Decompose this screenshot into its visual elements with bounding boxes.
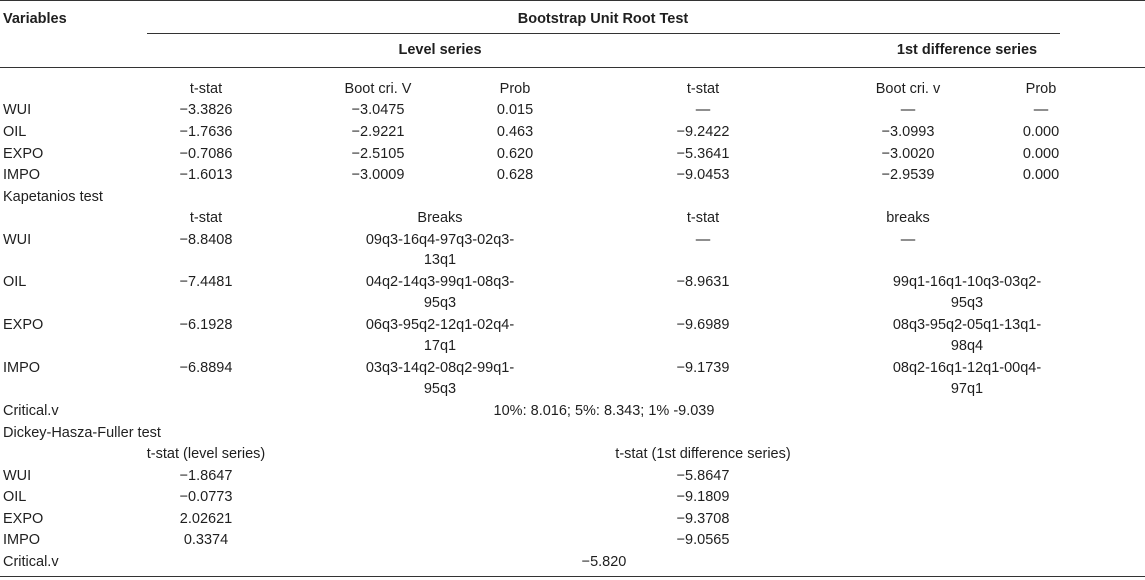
dhf-critical-value: −5.820 <box>581 554 627 570</box>
bootstrap-level-tstat: −1.6013 <box>179 167 233 183</box>
dhf-level-value: 0.3374 <box>183 532 229 548</box>
dhf-diff-value: −9.1809 <box>676 489 730 505</box>
kap-level-tstat: −6.8894 <box>179 360 233 376</box>
col-header-level-boot: Boot cri. V <box>344 81 412 97</box>
kap-diff-breaks-line2: 98q4 <box>950 338 984 354</box>
kap-level-breaks-line2: 95q3 <box>423 295 457 311</box>
kap-col-level-breaks: Breaks <box>417 210 463 226</box>
kap-diff-breaks-line1: — <box>900 232 916 248</box>
kap-diff-tstat: — <box>695 232 711 248</box>
first-diff-series-header: 1st difference series <box>896 42 1038 58</box>
col-header-level-tstat: t-stat <box>189 81 223 97</box>
dhf-critical-label: Critical.v <box>3 554 59 570</box>
col-header-diff-boot: Boot cri. v <box>875 81 941 97</box>
bootstrap-level-tstat: −3.3826 <box>179 102 233 118</box>
kap-level-tstat: −7.4481 <box>179 274 233 290</box>
dhf-col-diff: t-stat (1st difference series) <box>615 446 791 462</box>
kap-diff-breaks-line2: 95q3 <box>950 295 984 311</box>
kap-critical-value: 10%: 8.016; 5%: 8.343; 1% -9.039 <box>493 403 715 419</box>
group-title-rule <box>147 33 1060 34</box>
kap-col-diff-tstat: t-stat <box>686 210 720 226</box>
dhf-diff-value: −9.0565 <box>676 532 730 548</box>
kap-level-breaks-line2: 13q1 <box>423 252 457 268</box>
kap-diff-breaks-line2: 97q1 <box>950 381 984 397</box>
dhf-row-label: OIL <box>3 489 27 505</box>
kapetanios-title: Kapetanios test <box>3 189 103 205</box>
bootstrap-level-boot: −2.9221 <box>351 124 405 140</box>
kap-level-breaks-line1: 06q3-95q2-12q1-02q4- <box>365 317 515 333</box>
kap-level-tstat: −8.8408 <box>179 232 233 248</box>
col-header-level-prob: Prob <box>499 81 531 97</box>
bootstrap-level-prob: 0.628 <box>496 167 534 183</box>
kap-level-breaks-line2: 17q1 <box>423 338 457 354</box>
bootstrap-diff-tstat: — <box>695 102 711 118</box>
top-rule <box>0 0 1145 1</box>
dhf-row-label: WUI <box>3 468 32 484</box>
kap-diff-tstat: −9.6989 <box>676 317 730 333</box>
bootstrap-level-prob: 0.015 <box>496 102 534 118</box>
dhf-level-value: −0.0773 <box>179 489 233 505</box>
bootstrap-level-boot: −3.0475 <box>351 102 405 118</box>
group-title: Bootstrap Unit Root Test <box>517 11 689 27</box>
kap-diff-breaks-line1: 99q1-16q1-10q3-03q2- <box>892 274 1042 290</box>
bootstrap-level-tstat: −1.7636 <box>179 124 233 140</box>
header-bottom-rule <box>0 67 1145 68</box>
bootstrap-diff-prob: 0.000 <box>1022 167 1060 183</box>
bootstrap-row-label: EXPO <box>3 146 44 162</box>
dhf-row-label: EXPO <box>3 511 44 527</box>
bootstrap-diff-prob: 0.000 <box>1022 146 1060 162</box>
kap-level-breaks-line2: 95q3 <box>423 381 457 397</box>
kap-diff-breaks-line1: 08q2-16q1-12q1-00q4- <box>892 360 1042 376</box>
kap-diff-tstat: −9.1739 <box>676 360 730 376</box>
col-header-diff-tstat: t-stat <box>686 81 720 97</box>
bootstrap-level-boot: −3.0009 <box>351 167 405 183</box>
bootstrap-level-prob: 0.620 <box>496 146 534 162</box>
bootstrap-diff-boot: — <box>900 102 916 118</box>
kap-level-tstat: −6.1928 <box>179 317 233 333</box>
kap-row-label: IMPO <box>3 360 41 376</box>
kap-level-breaks-line1: 03q3-14q2-08q2-99q1- <box>365 360 515 376</box>
bootstrap-diff-tstat: −5.3641 <box>676 146 730 162</box>
bootstrap-diff-tstat: −9.0453 <box>676 167 730 183</box>
bootstrap-diff-tstat: −9.2422 <box>676 124 730 140</box>
dhf-diff-value: −5.8647 <box>676 468 730 484</box>
dhf-diff-value: −9.3708 <box>676 511 730 527</box>
dhf-level-value: −1.8647 <box>179 468 233 484</box>
bootstrap-level-prob: 0.463 <box>496 124 534 140</box>
bottom-rule <box>0 576 1145 577</box>
bootstrap-diff-boot: −2.9539 <box>881 167 935 183</box>
col-header-diff-prob: Prob <box>1025 81 1057 97</box>
kap-row-label: OIL <box>3 274 27 290</box>
bootstrap-row-label: OIL <box>3 124 27 140</box>
bootstrap-level-tstat: −0.7086 <box>179 146 233 162</box>
dhf-col-level: t-stat (level series) <box>146 446 266 462</box>
variables-header: Variables <box>3 11 67 27</box>
kap-col-diff-breaks: breaks <box>886 210 930 226</box>
dhf-row-label: IMPO <box>3 532 41 548</box>
kap-critical-label: Critical.v <box>3 403 59 419</box>
bootstrap-row-label: IMPO <box>3 167 41 183</box>
level-series-header: Level series <box>398 42 482 58</box>
kap-row-label: EXPO <box>3 317 44 333</box>
bootstrap-diff-prob: — <box>1033 102 1049 118</box>
dhf-title: Dickey-Hasza-Fuller test <box>3 425 161 441</box>
kap-level-breaks-line1: 04q2-14q3-99q1-08q3- <box>365 274 515 290</box>
bootstrap-row-label: WUI <box>3 102 32 118</box>
bootstrap-level-boot: −2.5105 <box>351 146 405 162</box>
kap-row-label: WUI <box>3 232 32 248</box>
bootstrap-diff-prob: 0.000 <box>1022 124 1060 140</box>
kap-level-breaks-line1: 09q3-16q4-97q3-02q3- <box>365 232 515 248</box>
bootstrap-diff-boot: −3.0020 <box>881 146 935 162</box>
kap-diff-breaks-line1: 08q3-95q2-05q1-13q1- <box>892 317 1042 333</box>
bootstrap-diff-boot: −3.0993 <box>881 124 935 140</box>
kap-diff-tstat: −8.9631 <box>676 274 730 290</box>
kap-col-level-tstat: t-stat <box>189 210 223 226</box>
dhf-level-value: 2.02621 <box>179 511 233 527</box>
